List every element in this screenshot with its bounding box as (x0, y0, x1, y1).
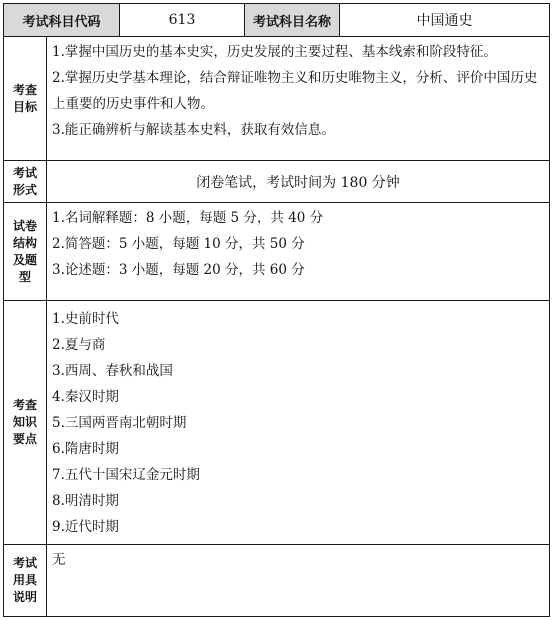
knowledge-item-7: 7.五代十国宋辽金元时期 (52, 467, 200, 483)
knowledge-item-9: 9.近代时期 (52, 519, 119, 535)
tools-content (47, 545, 550, 617)
objective-item-2: 2.掌握历史学基本理论，结合辩证唯物主义和历史唯物主义，分析、评价中国历史上重要的历史事件和人物。 (52, 70, 538, 112)
knowledge-item-1: 1.史前时代 (52, 311, 119, 327)
knowledge-item-6: 6.隋唐时期 (52, 441, 119, 457)
format-label: 考试 形式 (4, 161, 47, 203)
exam-syllabus-table (3, 3, 550, 617)
knowledge-label: 考查 知识 要点 (4, 301, 47, 545)
objectives-label: 考查 目标 (4, 37, 47, 161)
subject-name-value: 中国通史 (340, 4, 550, 37)
tools-text: 无 (52, 552, 66, 568)
objective-item-3: 3.能正确辨析与解读基本史料，获取有效信息。 (52, 122, 335, 138)
subject-code-label: 考试科目代码 (4, 4, 120, 37)
knowledge-item-5: 5.三国两晋南北朝时期 (52, 415, 187, 431)
header-row (4, 4, 550, 37)
structure-label: 试卷 结构 及题 型 (4, 203, 47, 301)
knowledge-item-2: 2.夏与商 (52, 337, 106, 353)
subject-name-label: 考试科目名称 (245, 4, 340, 37)
structure-item-3: 3.论述题：3 小题，每题 20 分，共 60 分 (52, 262, 305, 278)
knowledge-item-4: 4.秦汉时期 (52, 389, 119, 405)
objectives-row (4, 37, 550, 161)
tools-row (4, 545, 550, 617)
format-row (4, 161, 550, 203)
format-content: 闭卷笔试，考试时间为 180 分钟 (47, 161, 550, 203)
objective-item-1: 1.掌握中国历史的基本史实，历史发展的主要过程、基本线索和阶段特征。 (52, 44, 497, 60)
knowledge-content (47, 301, 550, 545)
tools-label: 考试 用具 说明 (4, 545, 47, 617)
structure-content (47, 203, 550, 301)
objectives-content (47, 37, 550, 161)
knowledge-item-8: 8.明清时期 (52, 493, 119, 509)
knowledge-item-3: 3.西周、春秋和战国 (52, 363, 173, 379)
structure-row (4, 203, 550, 301)
structure-item-2: 2.简答题：5 小题，每题 10 分，共 50 分 (52, 236, 305, 252)
knowledge-row (4, 301, 550, 545)
structure-item-1: 1.名词解释题：8 小题，每题 5 分，共 40 分 (52, 210, 324, 226)
subject-code-value: 613 (120, 4, 245, 37)
